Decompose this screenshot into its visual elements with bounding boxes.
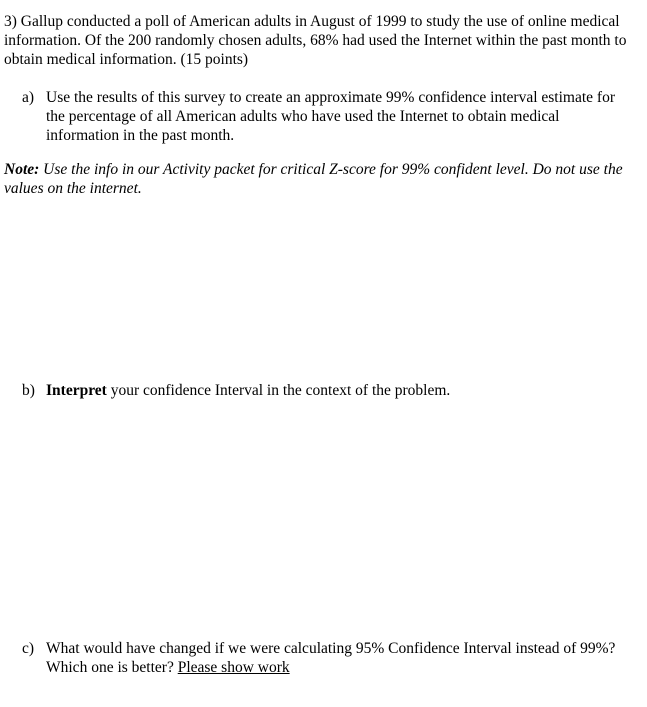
note-text: Use the info in our Activity packet for critical Z-score for 99% confident level. Do not use the values on the internet. xyxy=(4,161,623,197)
part-a-text: Use the results of this survey to create an approximate 99% confidence interval estimate for the percentage of all American adults who have used the Internet to obtain medical information in the past month. xyxy=(46,89,615,144)
part-c-body xyxy=(46,639,627,677)
part-b xyxy=(22,381,627,400)
note-label: Note: xyxy=(4,161,40,178)
part-b-text: your confidence Interval in the context of the problem. xyxy=(106,382,451,399)
part-b-body xyxy=(46,381,627,400)
part-c-letter: c) xyxy=(22,640,35,657)
part-c-underlined: Please show work xyxy=(177,659,290,676)
part-b-letter: b) xyxy=(22,382,35,399)
part-a xyxy=(22,88,627,145)
part-c xyxy=(22,639,627,677)
note xyxy=(4,160,640,198)
part-c-text: What would have changed if we were calculating 95% Confidence Interval instead of 99%? Which one is better? xyxy=(46,640,616,676)
question-intro: 3) Gallup conducted a poll of American adults in August of 1999 to study the use of online medical information. Of the 200 randomly chosen adults, 68% had used the Internet within the past month to obtain medical information. (15 points) xyxy=(4,13,627,68)
part-a-letter: a) xyxy=(22,89,35,106)
part-b-bold-word: Interpret xyxy=(46,382,107,399)
